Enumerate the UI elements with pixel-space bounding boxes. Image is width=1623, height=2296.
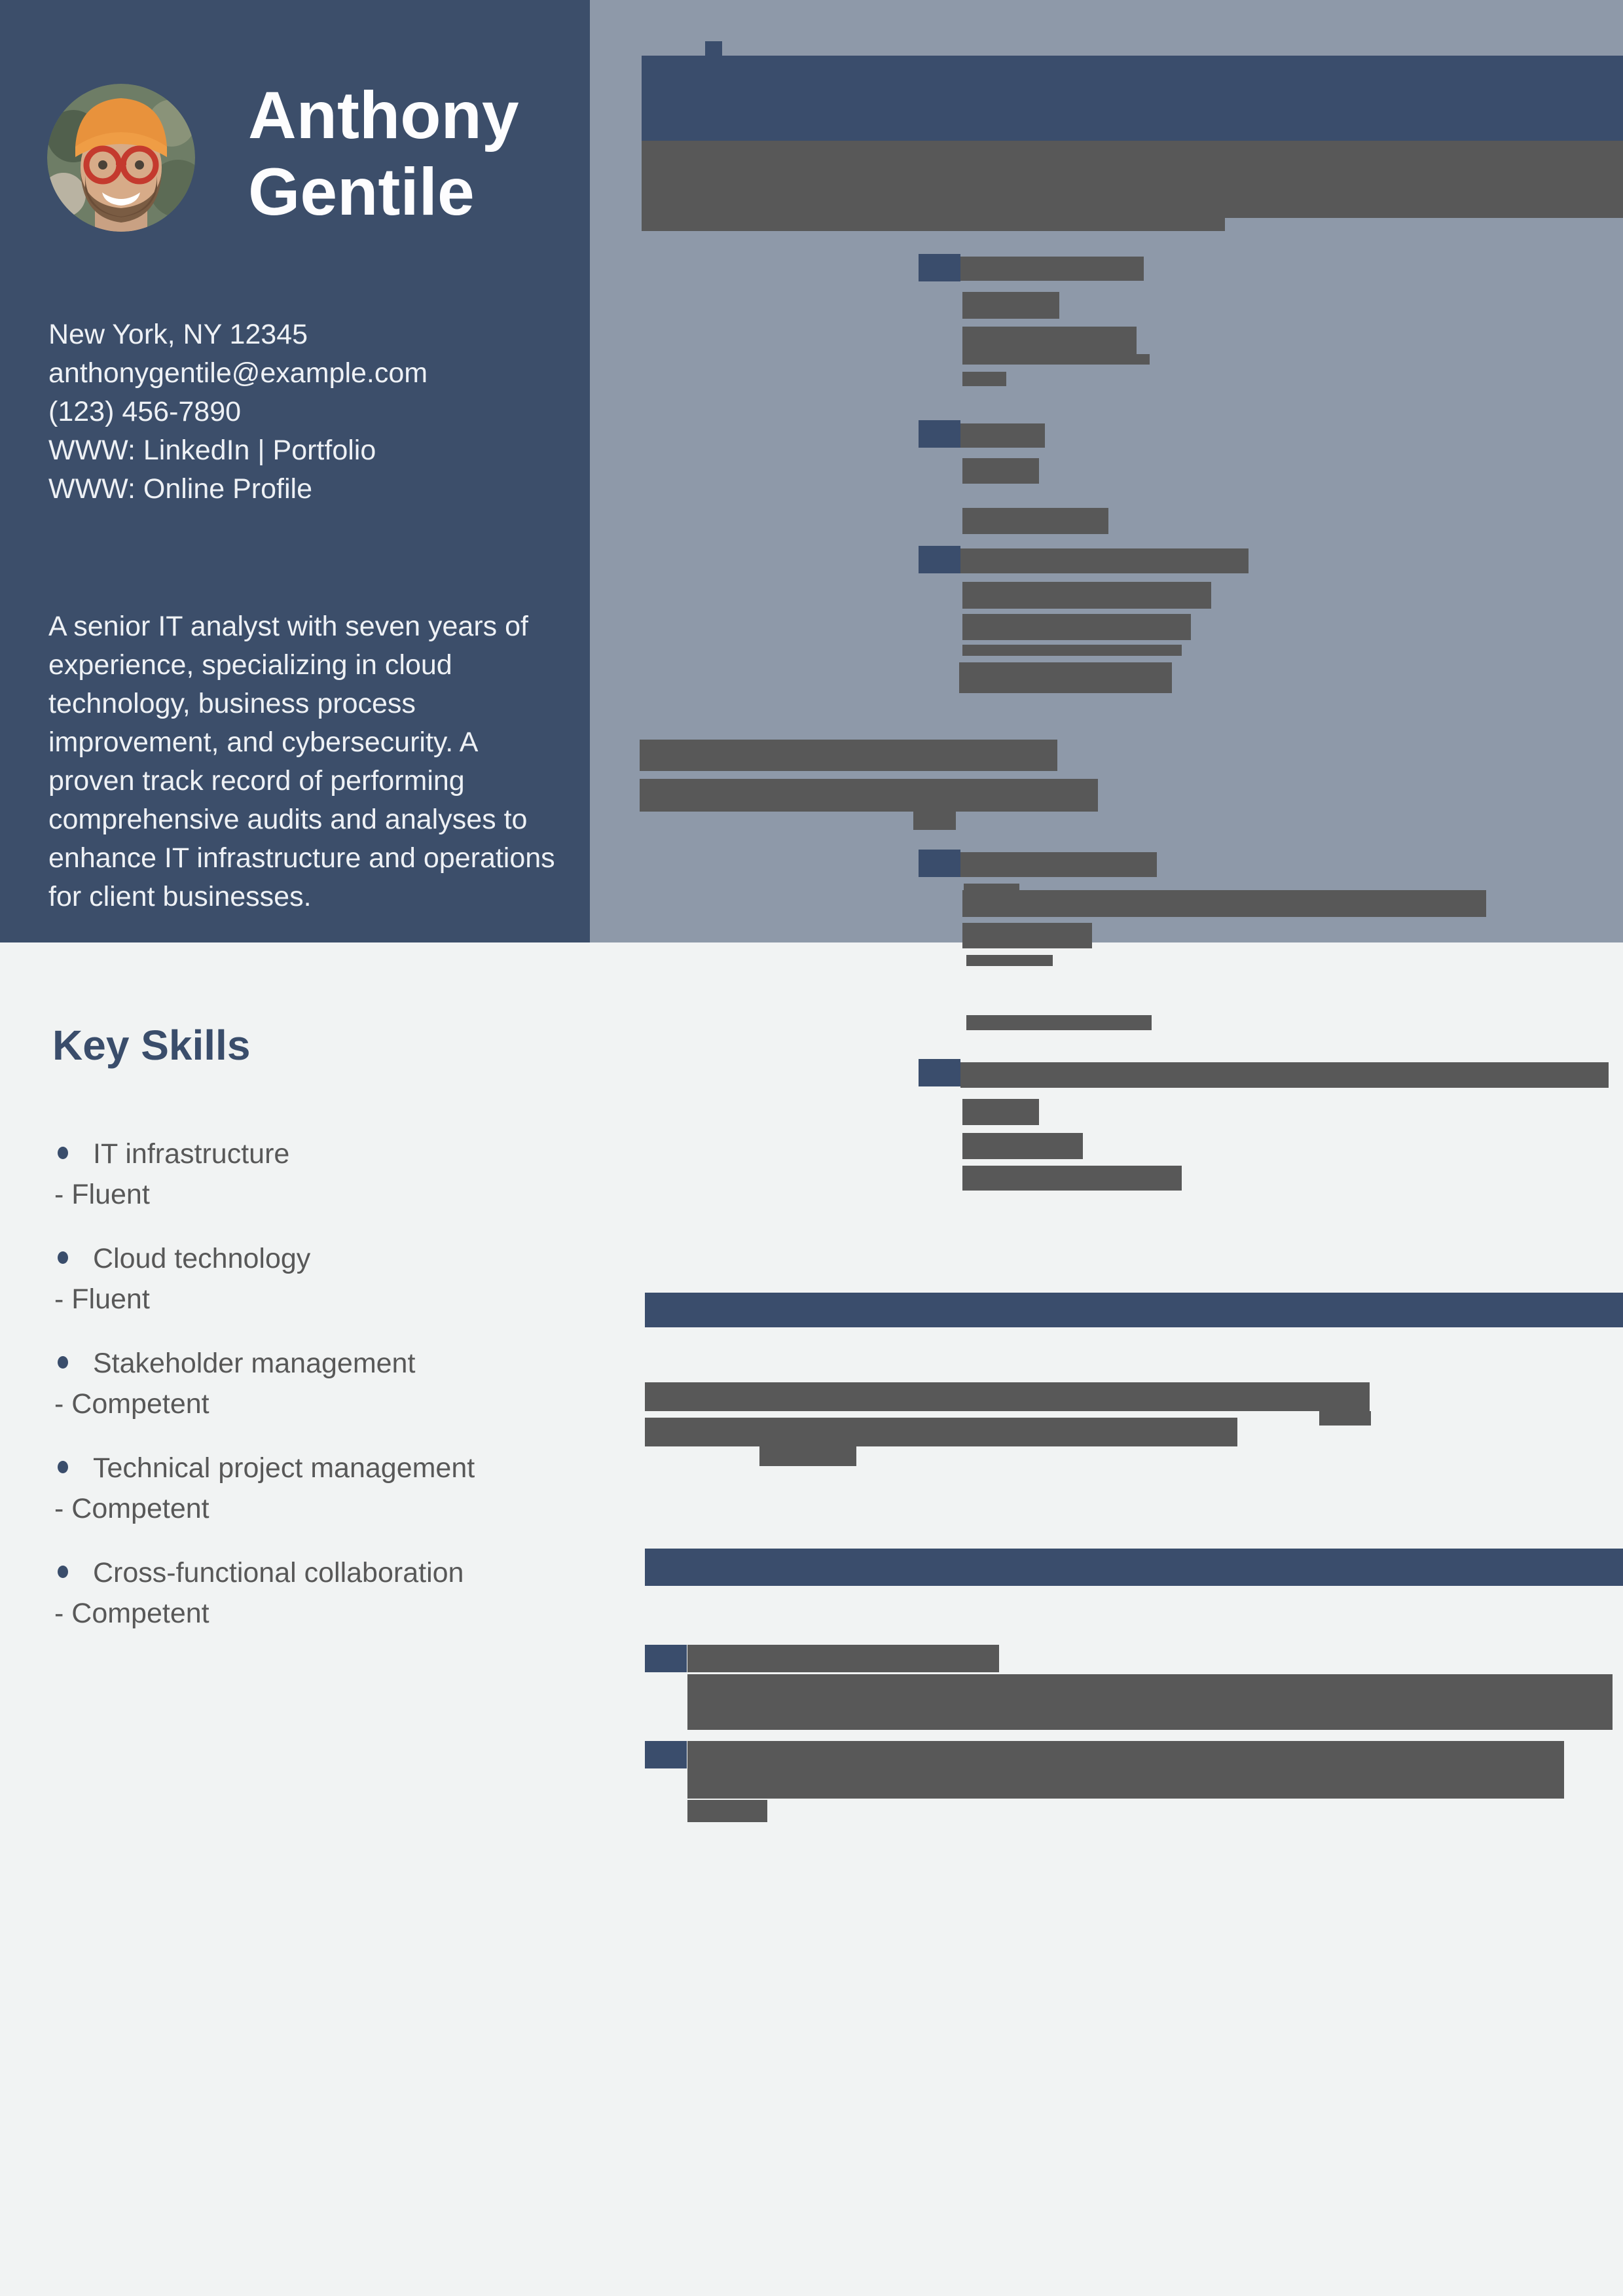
redacted-heading-bar xyxy=(645,1741,687,1768)
redacted-text-bar xyxy=(959,662,1172,693)
redacted-heading-bar xyxy=(642,56,1623,141)
redacted-text-bar xyxy=(960,257,1144,281)
redacted-text-bar xyxy=(759,1446,856,1466)
redacted-text-bar xyxy=(962,327,1137,354)
redacted-text-bar xyxy=(687,1645,999,1672)
bullet-icon xyxy=(58,1461,68,1473)
professional-summary: A senior IT analyst with seven years of experience, specializing in cloud technology, business process improvement, and cybersecurity. A proven track record of performing comprehensive audits and analyses to enhance IT infrastructure and operations for client businesses. xyxy=(48,611,555,912)
redacted-heading-bar xyxy=(919,420,960,448)
redacted-heading-bar xyxy=(645,1293,1623,1327)
contact-profile[interactable]: WWW: Online Profile xyxy=(48,473,312,505)
redacted-text-bar xyxy=(962,582,1211,609)
contact-email: anthonygentile@example.com xyxy=(48,357,428,389)
skill-level: - Fluent xyxy=(54,1283,150,1315)
redacted-text-bar xyxy=(960,852,1157,877)
name-line-1: Anthony xyxy=(248,78,519,152)
redacted-text-bar xyxy=(966,955,1053,966)
bullet-icon xyxy=(58,1566,68,1578)
redacted-text-bar xyxy=(687,1800,767,1822)
redacted-text-bar xyxy=(962,923,1092,948)
redacted-text-bar xyxy=(962,1099,1039,1125)
redacted-text-bar xyxy=(687,1741,1564,1799)
key-skills-heading: Key Skills xyxy=(52,1022,251,1069)
redacted-heading-bar xyxy=(919,1059,960,1086)
redacted-text-bar xyxy=(960,548,1249,573)
redacted-text-bar xyxy=(642,218,1225,231)
skill-level: - Fluent xyxy=(54,1179,150,1210)
redacted-text-bar xyxy=(962,1133,1083,1159)
sidebar-panel xyxy=(0,0,590,942)
redacted-text-bar xyxy=(962,292,1059,319)
avatar xyxy=(47,84,195,232)
redacted-heading-bar xyxy=(645,1549,1623,1586)
skill-item xyxy=(0,1452,563,1525)
redacted-text-bar xyxy=(962,890,1486,917)
skill-level: - Competent xyxy=(54,1388,210,1420)
skill-level: - Competent xyxy=(54,1493,210,1524)
redacted-text-bar xyxy=(962,354,1150,365)
redacted-text-bar xyxy=(913,812,956,830)
redacted-text-bar xyxy=(687,1674,1613,1730)
skill-name: Cloud technology xyxy=(93,1243,311,1274)
redacted-text-bar xyxy=(966,1015,1152,1030)
redacted-heading-bar xyxy=(919,850,960,877)
skill-item xyxy=(0,1242,563,1316)
redacted-text-bar xyxy=(962,508,1108,534)
redacted-text-bar xyxy=(962,614,1191,640)
page-title xyxy=(248,77,519,230)
contact-address: New York, NY 12345 xyxy=(48,319,308,350)
redacted-text-bar xyxy=(640,779,1098,812)
bullet-icon xyxy=(58,1356,68,1369)
redacted-text-bar xyxy=(962,372,1006,386)
redacted-text-bar xyxy=(645,1418,1237,1446)
bullet-icon xyxy=(58,1147,68,1159)
skill-level: - Competent xyxy=(54,1598,210,1629)
skill-name: IT infrastructure xyxy=(93,1138,290,1170)
contact-phone: (123) 456-7890 xyxy=(48,396,242,427)
redacted-text-bar xyxy=(640,740,1057,771)
redacted-heading-bar xyxy=(919,254,960,281)
avatar-illustration xyxy=(47,84,195,232)
contact-links[interactable]: WWW: LinkedIn | Portfolio xyxy=(48,435,376,466)
skill-item xyxy=(0,1556,563,1630)
redacted-heading-bar xyxy=(705,41,722,56)
skill-name: Stakeholder management xyxy=(93,1348,416,1379)
redacted-text-bar xyxy=(1319,1411,1371,1426)
name-line-2: Gentile xyxy=(248,154,475,229)
contact-block xyxy=(48,315,428,509)
redacted-heading-bar xyxy=(645,1645,687,1672)
redacted-heading-bar xyxy=(919,546,960,573)
redacted-text-bar xyxy=(962,458,1039,484)
bullet-icon xyxy=(58,1251,68,1264)
redacted-text-bar xyxy=(645,1382,1370,1411)
redacted-text-bar xyxy=(960,423,1045,448)
skill-item xyxy=(0,1138,563,1211)
redacted-text-bar xyxy=(642,141,1623,218)
skill-name: Cross-functional collaboration xyxy=(93,1557,464,1588)
skill-name: Technical project management xyxy=(93,1452,475,1484)
redacted-text-bar xyxy=(962,645,1182,656)
skill-item xyxy=(0,1347,563,1420)
redacted-text-bar xyxy=(962,1166,1182,1191)
redacted-text-bar xyxy=(960,1062,1609,1088)
